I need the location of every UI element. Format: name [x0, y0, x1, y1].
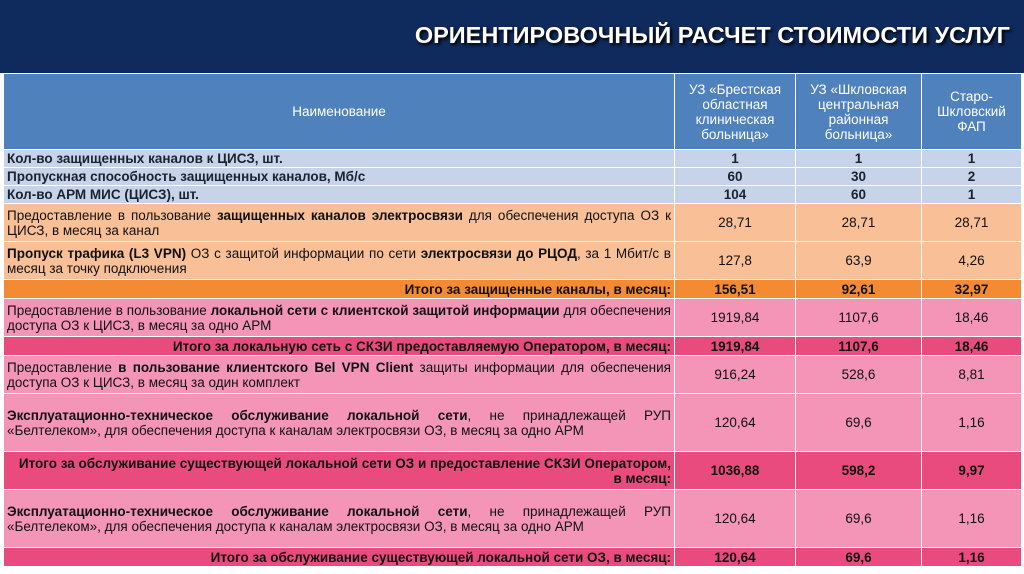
- label-part: защиты информации для обеспечения доступа ОЗ к ЦИСЗ, в месяц за один комплект: [7, 359, 671, 390]
- title-bar: [0, 0, 1024, 73]
- cell-value: 1: [796, 150, 922, 168]
- label-part: Предоставление в пользование: [7, 302, 211, 318]
- cell-value: 28,71: [675, 204, 796, 242]
- row-label: [4, 242, 675, 280]
- label-bold: Пропуск трафика (L3 VPN): [7, 245, 187, 261]
- cell-value: 1,16: [922, 490, 1022, 548]
- label-part: для обеспечения доступа ОЗ к ЦИСЗ, в месяц за канал: [7, 207, 671, 238]
- label-part: , за 1 Мбит/с в месяц за точку подключения: [7, 245, 671, 276]
- row-label: Итого за обслуживание существующей локальной сети ОЗ, в месяц:: [4, 548, 675, 567]
- cell-value: 1: [922, 150, 1022, 168]
- table-row: [4, 186, 1022, 204]
- cell-value: 32,97: [922, 280, 1022, 299]
- cell-value: 60: [675, 168, 796, 186]
- table-row: [4, 356, 1022, 394]
- cost-table: [3, 73, 1022, 567]
- row-label: Кол-во АРМ МИС (ЦИСЗ), шт.: [4, 186, 675, 204]
- label-part: , не принадлежащей РУП «Белтелеком», для обеспечения доступа к каналам электросвязи ОЗ, в месяц за одно АРМ: [7, 407, 671, 438]
- row-label: [4, 356, 675, 394]
- cell-value: 1107,6: [796, 337, 922, 356]
- label-part: Предоставление: [7, 359, 119, 375]
- cell-value: 69,6: [796, 394, 922, 452]
- table-row: [4, 394, 1022, 452]
- header-name: Наименование: [4, 74, 675, 150]
- table-row-total: [4, 452, 1022, 490]
- table-row: [4, 204, 1022, 242]
- cell-value: 69,6: [796, 548, 922, 567]
- row-label: [4, 204, 675, 242]
- cell-value: 18,46: [922, 299, 1022, 337]
- label-part: , не принадлежащей РУП «Белтелеком», для обеспечения доступа к каналам электросвязи ОЗ, в месяц за одно АРМ: [7, 503, 671, 534]
- row-label: [4, 394, 675, 452]
- cell-value: 1: [675, 150, 796, 168]
- cell-value: 63,9: [796, 242, 922, 280]
- table-row: [4, 168, 1022, 186]
- label-part: Предоставление в пользование: [7, 207, 217, 223]
- label-bold: Эксплуатационно-техническое обслуживание локальной сети: [7, 407, 468, 423]
- header-col-fap: Старо-Шкловский ФАП: [922, 74, 1022, 150]
- cell-value: 1,16: [922, 548, 1022, 567]
- cell-value: 9,97: [922, 452, 1022, 490]
- label-bold: Эксплуатационно-техническое обслуживание локальной сети: [7, 503, 468, 519]
- row-label: Итого за защищенные каналы, в месяц:: [4, 280, 675, 299]
- row-label: [4, 490, 675, 548]
- label-bold: защищенных каналов электросвязи: [216, 207, 463, 223]
- cell-value: 1036,88: [675, 452, 796, 490]
- cell-value: 156,51: [675, 280, 796, 299]
- row-label: Пропускная способность защищенных каналов, Мб/с: [4, 168, 675, 186]
- cell-value: 598,2: [796, 452, 922, 490]
- table-row: [4, 299, 1022, 337]
- cell-value: 1919,84: [675, 299, 796, 337]
- cell-value: 916,24: [675, 356, 796, 394]
- table-row-total: [4, 280, 1022, 299]
- cell-value: 4,26: [922, 242, 1022, 280]
- cell-value: 127,8: [675, 242, 796, 280]
- cell-value: 1,16: [922, 394, 1022, 452]
- cell-value: 120,64: [675, 548, 796, 567]
- cell-value: 69,6: [796, 490, 922, 548]
- cell-value: 528,6: [796, 356, 922, 394]
- label-bold: электросвязи до РЦОД: [420, 245, 577, 261]
- cell-value: 28,71: [796, 204, 922, 242]
- row-label: Итого за обслуживание существующей локальной сети ОЗ и предоставление СКЗИ Оператором, в месяц:: [4, 452, 675, 490]
- label-bold: в пользование клиентского Bel VPN Client: [118, 359, 414, 375]
- table-row: [4, 150, 1022, 168]
- table-row: [4, 242, 1022, 280]
- cell-value: 18,46: [922, 337, 1022, 356]
- label-part: ОЗ с защитой информации по сети: [186, 245, 421, 261]
- row-label: [4, 299, 675, 337]
- table-row-total: [4, 548, 1022, 567]
- row-label: Кол-во защищенных каналов к ЦИСЗ, шт.: [4, 150, 675, 168]
- table-header: [4, 74, 1022, 150]
- cell-value: 120,64: [675, 490, 796, 548]
- cell-value: 92,61: [796, 280, 922, 299]
- cell-value: 28,71: [922, 204, 1022, 242]
- table-row: [4, 490, 1022, 548]
- cell-value: 1107,6: [796, 299, 922, 337]
- page-title: ОРИЕНТИРОВОЧНЫЙ РАСЧЕТ СТОИМОСТИ УСЛУГ: [414, 22, 1010, 48]
- cell-value: 120,64: [675, 394, 796, 452]
- header-col-shklov: УЗ «Шкловская центральная районная больница»: [796, 74, 922, 150]
- cell-value: 8,81: [922, 356, 1022, 394]
- cell-value: 104: [675, 186, 796, 204]
- cell-value: 30: [796, 168, 922, 186]
- row-label: Итого за локальную сеть с СКЗИ предоставляемую Оператором, в месяц:: [4, 337, 675, 356]
- cell-value: 60: [796, 186, 922, 204]
- cell-value: 1919,84: [675, 337, 796, 356]
- label-part: для обеспечения доступа ОЗ к ЦИСЗ, в месяц за одно АРМ: [7, 302, 671, 333]
- cell-value: 2: [922, 168, 1022, 186]
- label-bold: локальной сети с клиентской защитой информации: [210, 302, 560, 318]
- table-row-total: [4, 337, 1022, 356]
- header-col-brest: УЗ «Брестская областная клиническая больница»: [675, 74, 796, 150]
- cell-value: 1: [922, 186, 1022, 204]
